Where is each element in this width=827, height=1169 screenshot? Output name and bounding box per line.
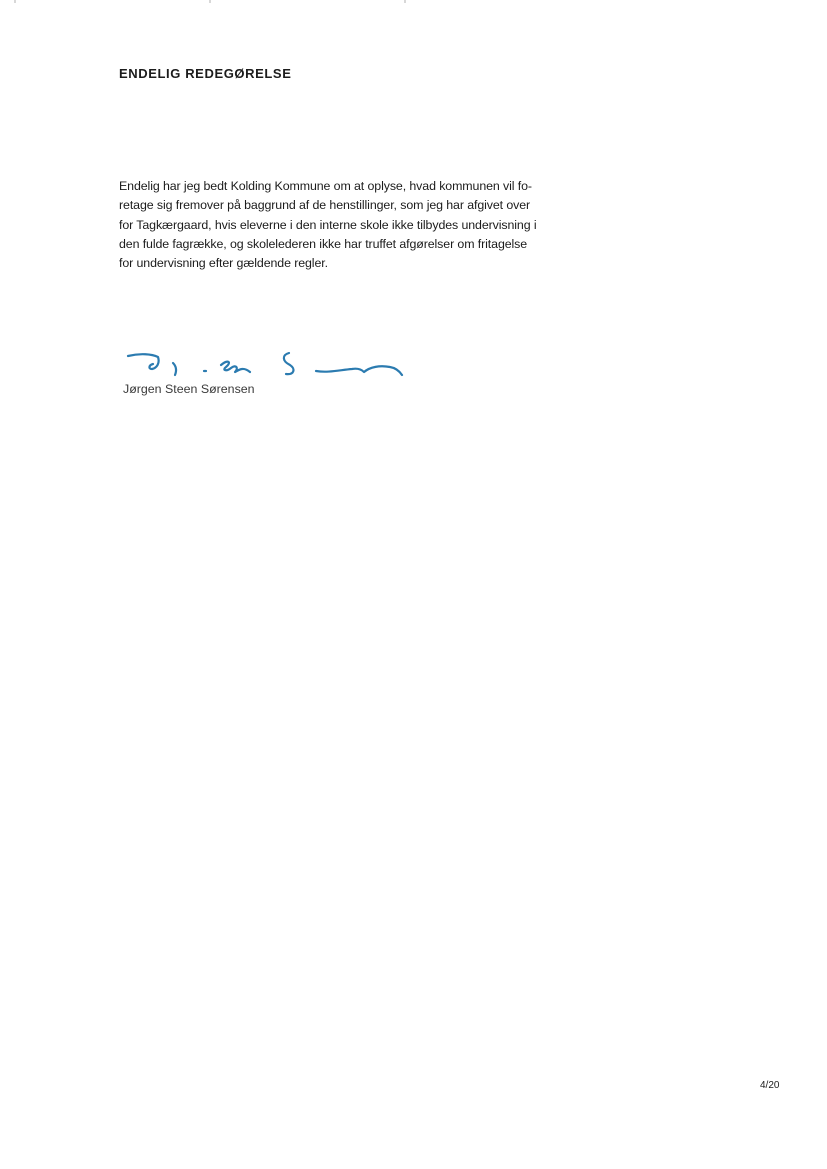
body-line: retage sig fremover på baggrund af de henstillinger, som jeg har afgivet over xyxy=(119,198,531,213)
body-paragraph xyxy=(119,177,589,273)
document-heading: ENDELIG REDEGØRELSE xyxy=(119,66,292,81)
body-line: for undervisning efter gældende regler. xyxy=(119,256,328,271)
scan-mark xyxy=(209,0,211,3)
scan-mark xyxy=(404,0,406,3)
signer-name: Jørgen Steen Sørensen xyxy=(123,382,255,396)
body-line: Endelig har jeg bedt Kolding Kommune om at oplyse, hvad kommunen vil fo- xyxy=(119,179,532,193)
page-number: 4/20 xyxy=(760,1080,780,1091)
handwritten-signature xyxy=(118,345,413,385)
body-line: for Tagkærgaard, hvis eleverne i den interne skole ikke tilbydes undervisning i xyxy=(119,217,537,232)
scan-mark xyxy=(14,0,16,3)
body-line: den fulde fagrække, og skolelederen ikke har truffet afgørelser om fritagelse xyxy=(119,236,528,251)
